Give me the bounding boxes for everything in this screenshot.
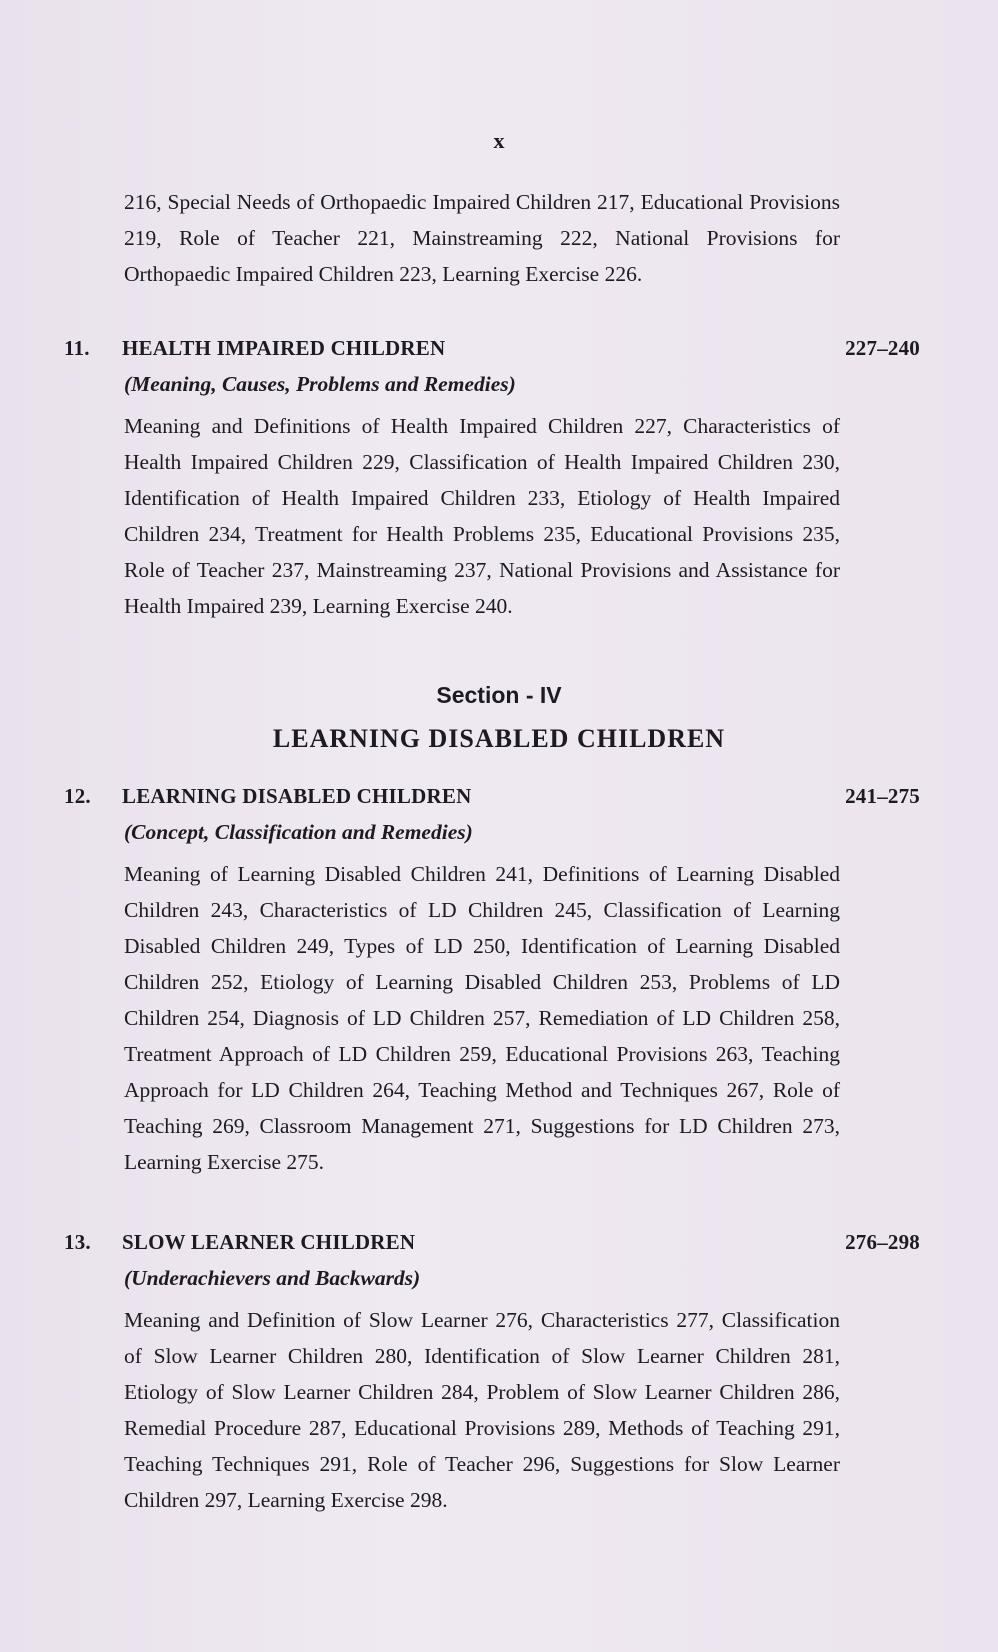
toc-entry-13 [64, 1230, 920, 1255]
entry-pages: 276–298 [845, 1230, 920, 1254]
entry-pages: 227–240 [845, 336, 920, 360]
section-title: LEARNING DISABLED CHILDREN [272, 724, 726, 753]
entry-subtitle: (Underachievers and Backwards) [124, 1266, 421, 1290]
continuation-text: 216, Special Needs of Orthopaedic Impaired Children 217, Educational Provisions 219, Role of Teacher 221, Mainstreaming 222, National Provisions for Orthopaedic Impaired Children 223, Learning Exercise 226. [124, 190, 840, 286]
entry-title: LEARNING DISABLED CHILDREN [122, 784, 472, 808]
section-label: Section - IV [436, 682, 562, 708]
entry-title: HEALTH IMPAIRED CHILDREN [122, 336, 446, 360]
entry-pages: 241–275 [845, 784, 920, 808]
entry-contents: Meaning and Definition of Slow Learner 276, Characteristics 277, Classification of Slow Learner Children 280, Identification of Slow Learner Children 281, Etiology of Slow Learner Children 284, Problem of Slow Learner Children 286, Remedial Procedure 287, Educational Provisions 289, Methods of Teaching 291, Teaching Techniques 291, Role of Teacher 296, Suggestions for Slow Learner Children 297, Learning Exercise 298. [124, 1308, 840, 1512]
entry-number: 12. [64, 784, 91, 808]
page-number: x [493, 128, 505, 153]
entry-subtitle: (Concept, Classification and Remedies) [124, 820, 473, 844]
toc-entry-12 [64, 784, 920, 809]
entry-subtitle: (Meaning, Causes, Problems and Remedies) [124, 372, 516, 396]
entry-number: 13. [64, 1230, 91, 1254]
entry-title: SLOW LEARNER CHILDREN [122, 1230, 416, 1254]
entry-number: 11. [64, 336, 90, 360]
entry-contents: Meaning of Learning Disabled Children 241, Definitions of Learning Disabled Children 243, Characteristics of LD Children 245, Classification of Learning Disabled Children 249, Types of LD 250, Identification of Learning Disabled Children 252, Etiology of Learning Disabled Children 253, Problems of LD Children 254, Diagnosis of LD Children 257, Remediation of LD Children 258, Treatment Approach of LD Children 259, Educational Provisions 263, Teaching Approach for LD Children 264, Teaching Method and Techniques 267, Role of Teaching 269, Classroom Management 271, Suggestions for LD Children 273, Learning Exercise 275. [124, 862, 840, 1174]
toc-entry-11 [64, 336, 920, 361]
entry-contents: Meaning and Definitions of Health Impaired Children 227, Characteristics of Health Impaired Children 229, Classification of Health Impaired Children 230, Identification of Health Impaired Children 233, Etiology of Health Impaired Children 234, Treatment for Health Problems 235, Educational Provisions 235, Role of Teacher 237, Mainstreaming 237, National Provisions and Assistance for Health Impaired 239, Learning Exercise 240. [124, 414, 840, 618]
